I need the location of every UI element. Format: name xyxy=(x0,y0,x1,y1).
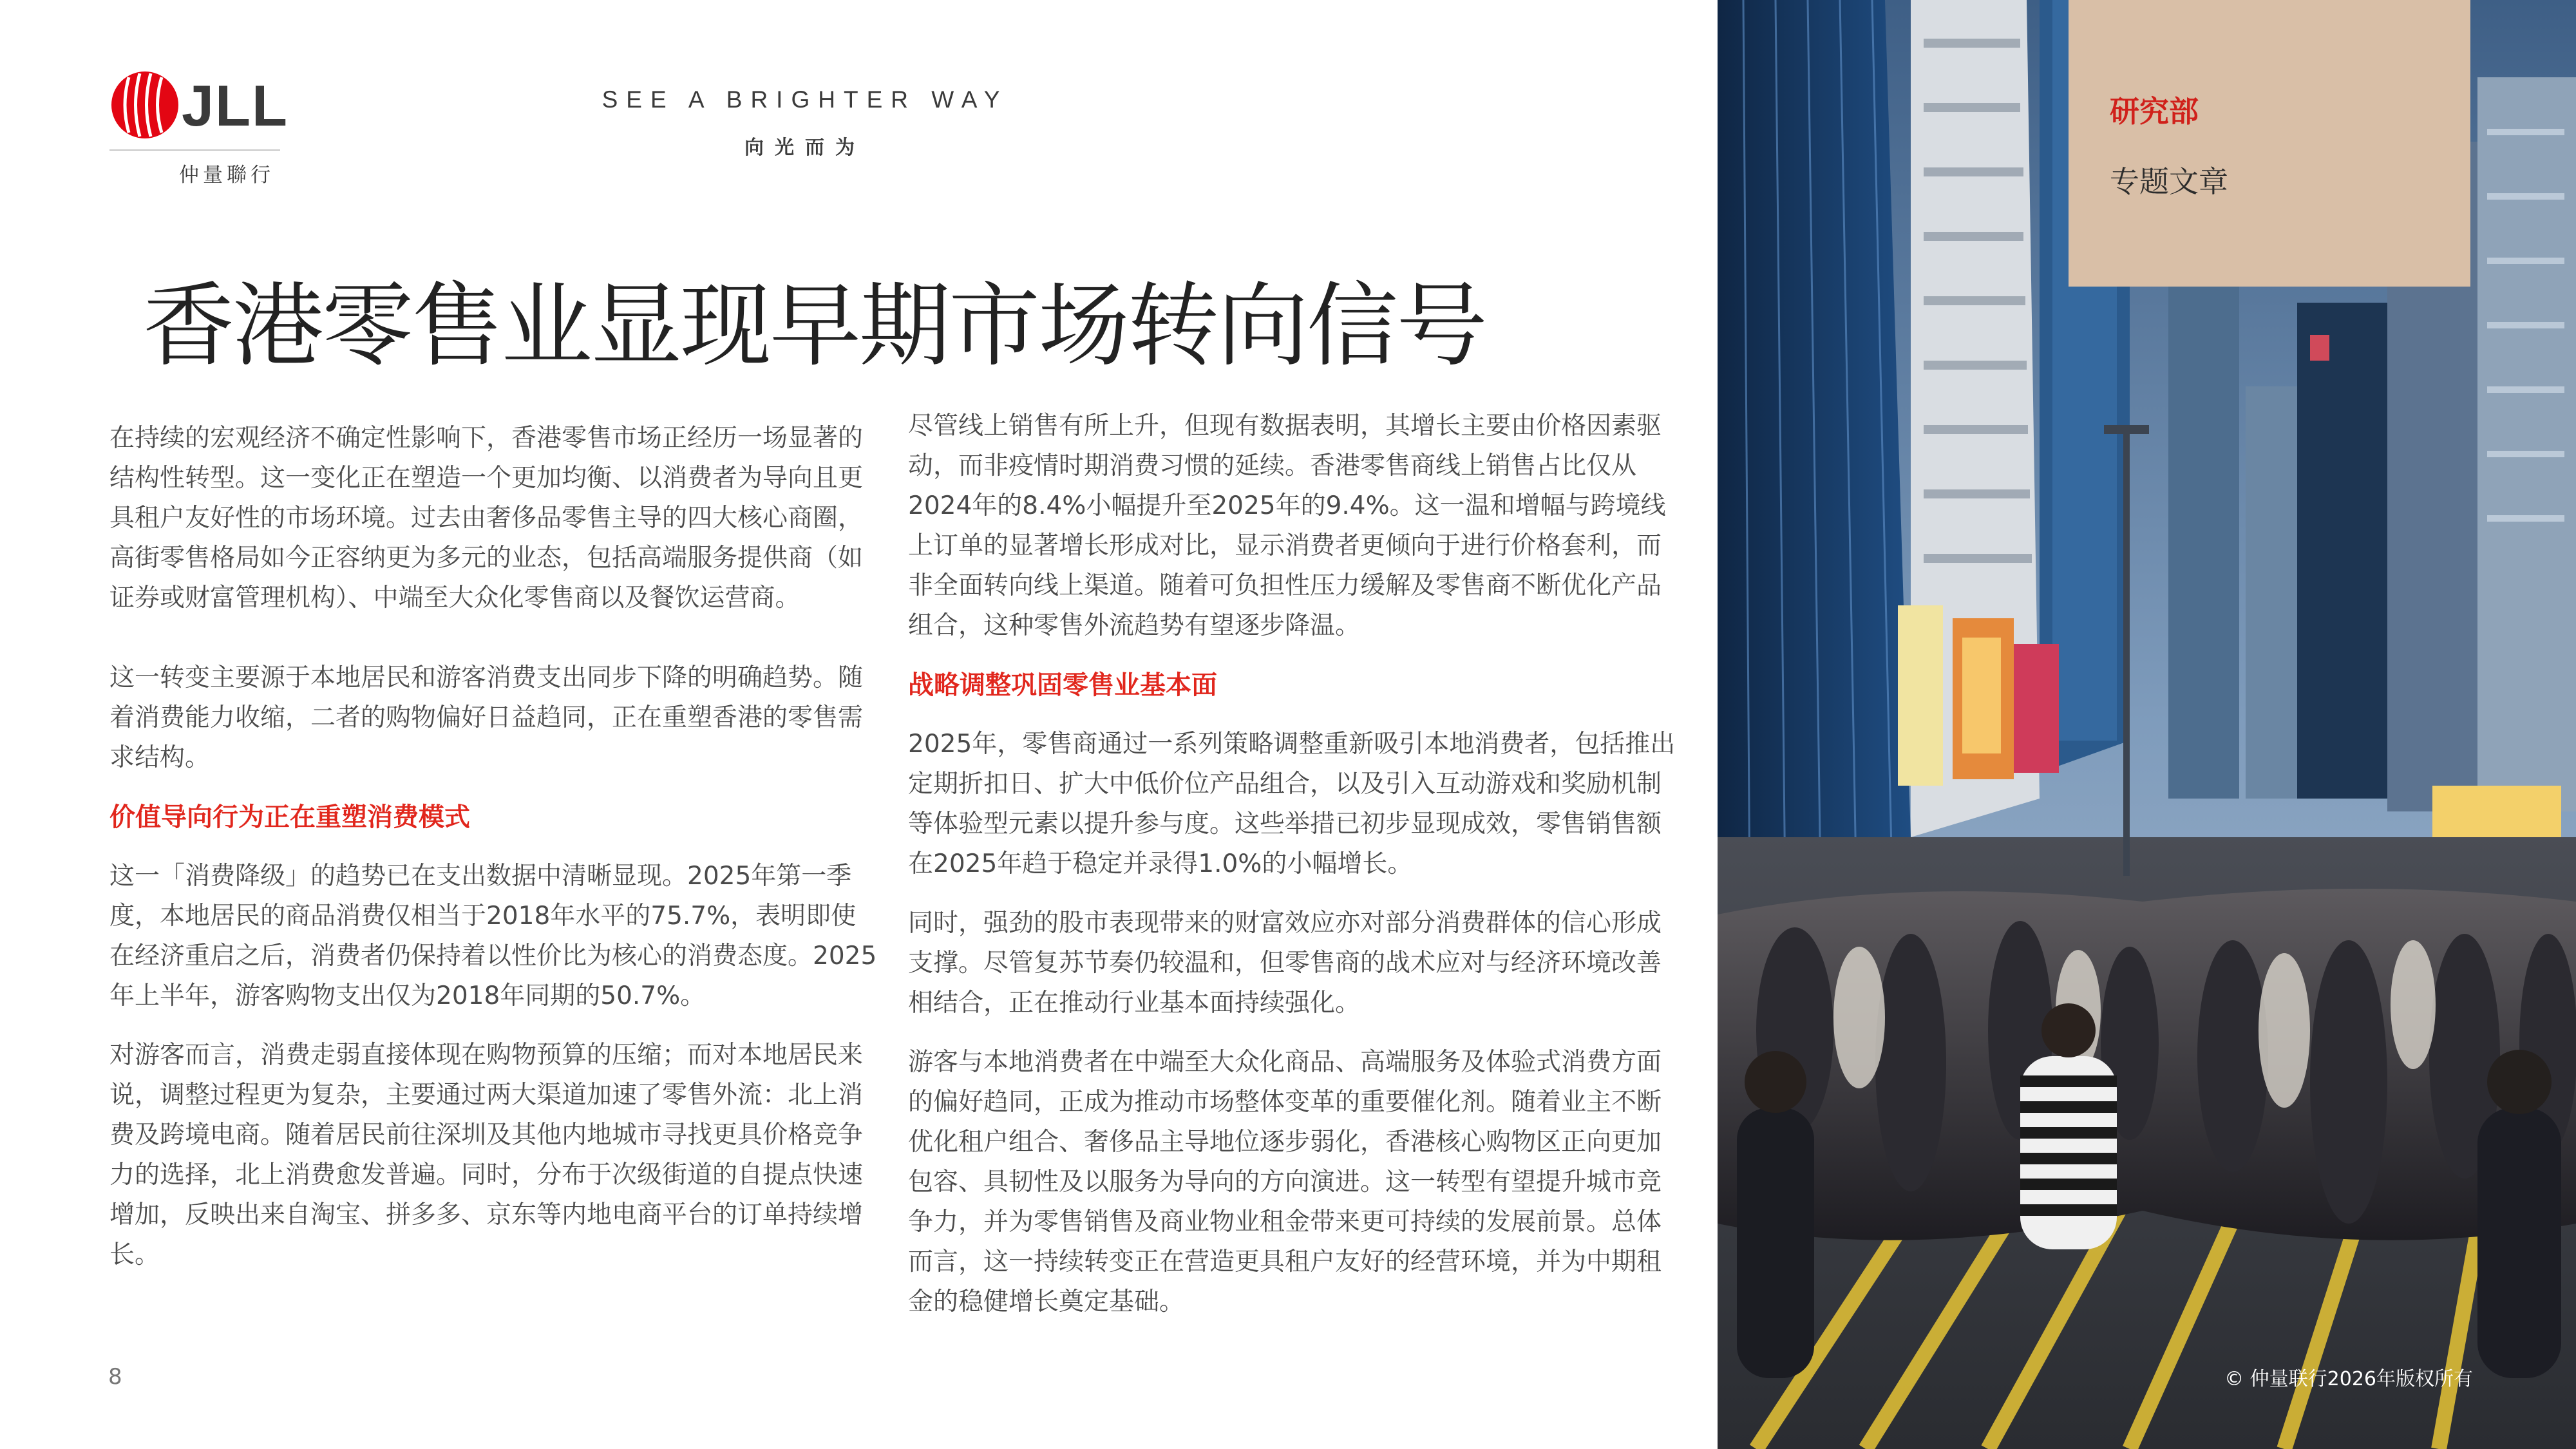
copyright-notice: © 仲量联行2026年版权所有 xyxy=(2224,1368,2473,1390)
paragraph: 在持续的宏观经济不确定性影响下，香港零售市场正经历一场显著的结构性转型。这一变化正在塑造一个更加均衡、以消费者为导向且更具租户友好性的市场环境。过去由奢侈品零售主导的四大核心商圈，高街零售格局如今正容纳更为多元的业态，包括高端服务提供商（如证券或财富管理机构）、中端至大众化零售商以及餐饮运营商。 xyxy=(109,424,864,612)
brand-wordmark: JLL xyxy=(182,74,289,138)
department-label: 研究部 xyxy=(2110,94,2199,129)
jll-logo xyxy=(109,70,289,187)
section-heading: 价值导向行为正在重塑消费模式 xyxy=(109,802,470,832)
tagline: SEE A BRIGHTER WAY xyxy=(601,86,1009,113)
page-title: 香港零售业显现早期市场转向信号 xyxy=(143,273,1486,379)
section-heading: 战略调整巩固零售业基本面 xyxy=(908,670,1217,700)
paragraph: 这一「消费降级」的趋势已在支出数据中清晰显现。2025年第一季度，本地居民的商品消费仅相当于2018年水平的75.7%，表明即使在经济重启之后，消费者仍保持着以性价比为核心的消费态度。2025年上半年，游客购物支出仅为2018年同期的50.7%。 xyxy=(109,862,877,1010)
paragraph: 同时，强劲的股市表现带来的财富效应亦对部分消费群体的信心形成支撑。尽管复苏节奏仍较温和，但零售商的战术应对与经济环境改善相结合，正在推动行业基本面持续强化。 xyxy=(908,909,1662,1018)
article-column-left xyxy=(109,419,879,1275)
paragraph: 对游客而言，消费走弱直接体现在购物预算的压缩；而对本地居民来说，调整过程更为复杂，主要通过两大渠道加速了零售外流：北上消费及跨境电商。随着居民前往深圳及其他内地城市寻找更具价格竞争力的选择，北上消费愈发普遍。同时，分布于次级街道的自提点快速增加，反映出来自淘宝、拼多多、京东等内地电商平台的订单持续增长。 xyxy=(109,1041,864,1269)
category-tag-box xyxy=(2069,0,2470,287)
article-type-label: 专题文章 xyxy=(2110,164,2228,199)
logo-divider xyxy=(109,149,280,151)
article-column-right xyxy=(908,406,1678,1322)
paragraph: 游客与本地消费者在中端至大众化商品、高端服务及体验式消费方面的偏好趋同，正成为推动市场整体变革的重要催化剂。随着业主不断优化租户组合、奢侈品主导地位逐步弱化，香港核心购物区正向更加包容、具韧性及以服务为导向的方向演进。这一转型有望提升城市竞争力，并为零售销售及商业物业租金带来更可持续的发展前景。总体而言，这一持续转变正在营造更具租户友好的经营环境，并为中期租金的稳健增长奠定基础。 xyxy=(908,1048,1662,1316)
paragraph: 2025年，零售商通过一系列策略调整重新吸引本地消费者，包括推出定期折扣日、扩大中低价位产品组合，以及引入互动游戏和奖励机制等体验型元素以提升参与度。这些举措已初步显现成效，零售销售额在2025年趋于稳定并录得1.0%的小幅增长。 xyxy=(908,730,1676,878)
brand-chinese-name: 仲量聯行 xyxy=(179,164,274,187)
tagline-chinese: 向光而为 xyxy=(744,137,866,159)
paragraph: 这一转变主要源于本地居民和游客消费支出同步下降的明确趋势。随着消费能力收缩，二者的购物偏好日益趋同，正在重塑香港的零售需求结构。 xyxy=(109,663,864,772)
paragraph: 尽管线上销售有所上升，但现有数据表明，其增长主要由价格因素驱动，而非疫情时期消费习惯的延续。香港零售商线上销售占比仅从2024年的8.4%小幅提升至2025年的9.4%。这一温和增幅与跨境线上订单的显著增长形成对比，显示消费者更倾向于进行价格套利，而非全面转向线上渠道。随着可负担性压力缓解及零售商不断优化产品组合，这种零售外流趋势有望逐步降温。 xyxy=(908,412,1666,640)
page-number: 8 xyxy=(108,1364,122,1390)
jll-logo-icon xyxy=(109,70,180,140)
